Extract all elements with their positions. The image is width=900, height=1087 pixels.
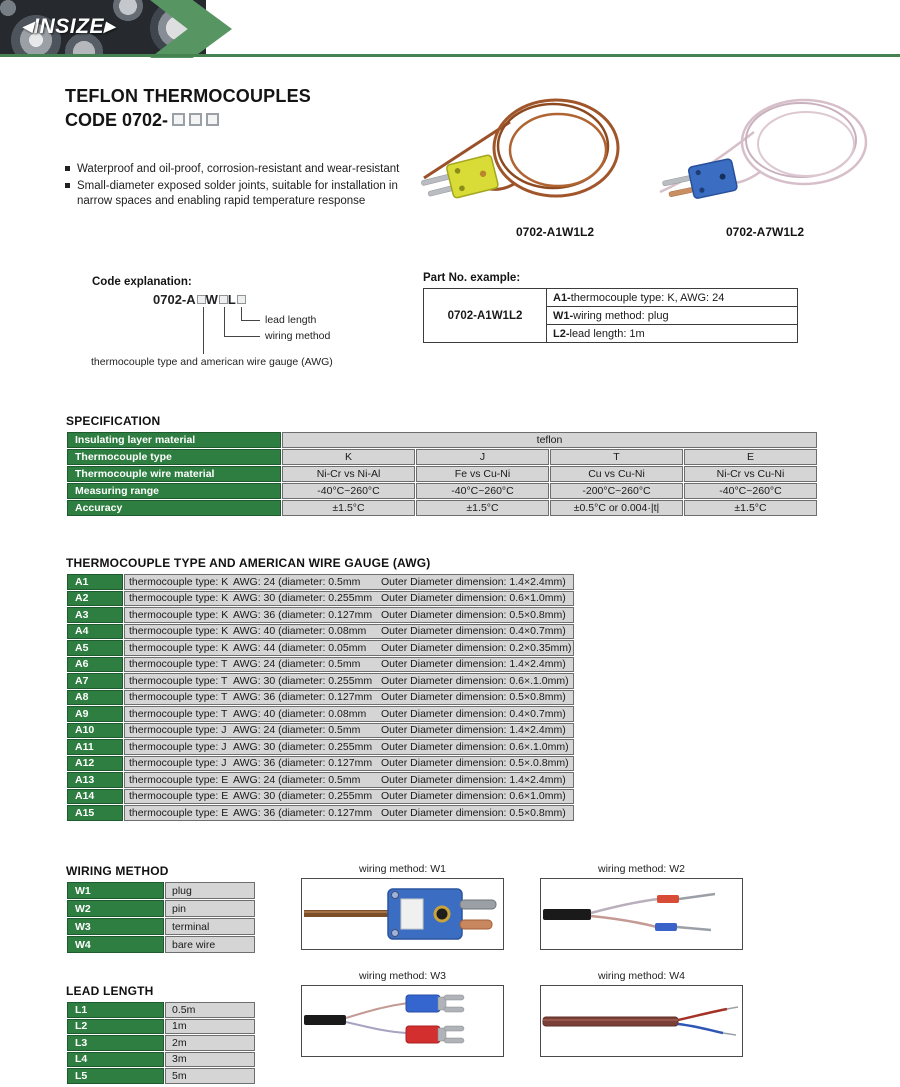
table-row — [67, 1068, 255, 1084]
plug-connector-graphic — [302, 879, 503, 949]
lead-value-cell: 0.5m — [165, 1002, 255, 1018]
awg-desc-cell: thermocouple type: E AWG: 36 (diameter: 0.127mm Outer Diameter dimension: 0.5×0.8mm) — [124, 805, 574, 821]
wiring-value-cell: pin — [165, 900, 255, 917]
wiring-value-cell: bare wire — [165, 936, 255, 953]
coiled-wire-blue-plug-image — [656, 80, 886, 220]
feature-item — [65, 179, 421, 209]
lead-value-cell: 1m — [165, 1019, 255, 1035]
figure-box — [301, 878, 504, 950]
awg-desc-cell: thermocouple type: K AWG: 36 (diameter: 0.127mm Outer Diameter dimension: 0.5×0.8mm) — [124, 607, 574, 623]
spec-cell: T — [550, 449, 683, 465]
wiring-figure-w2 — [540, 863, 743, 950]
placeholder-square — [197, 295, 206, 304]
awg-desc-cell: thermocouple type: T AWG: 36 (diameter: 0.127mm Outer Diameter dimension: 0.5×0.8mm) — [124, 690, 574, 706]
lead-code-cell: L3 — [67, 1035, 164, 1051]
figure-box — [301, 985, 504, 1057]
header-divider — [0, 54, 900, 57]
figure-box — [540, 878, 743, 950]
table-row — [67, 805, 574, 821]
lead-code-cell: L4 — [67, 1052, 164, 1068]
spec-cell: Cu vs Cu-Ni — [550, 466, 683, 482]
specification-section — [66, 414, 818, 517]
spec-cell: K — [282, 449, 415, 465]
code-title: CODE 0702- — [65, 110, 311, 131]
lead-value-cell: 3m — [165, 1052, 255, 1068]
table-row — [67, 466, 817, 482]
spec-cell: Ni-Cr vs Ni-Al — [282, 466, 415, 482]
figure-box — [540, 985, 743, 1057]
fork-terminal-graphic — [302, 986, 503, 1056]
table-row — [67, 756, 574, 772]
table-row — [67, 789, 574, 805]
wiring-value-cell: terminal — [165, 918, 255, 935]
placeholder-square — [206, 113, 219, 126]
spec-cell: ±1.5°C — [416, 500, 549, 516]
lead-value-cell: 5m — [165, 1068, 255, 1084]
awg-desc-cell: thermocouple type: K AWG: 40 (diameter: 0.08mm Outer Diameter dimension: 0.4×0.7mm) — [124, 624, 574, 640]
lead-code-cell: L2 — [67, 1019, 164, 1035]
awg-table — [66, 573, 575, 822]
awg-code-cell: A4 — [67, 624, 123, 640]
bullet-square-icon — [65, 166, 70, 171]
awg-code-cell: A6 — [67, 657, 123, 673]
table-row — [67, 1035, 255, 1051]
specification-table — [66, 431, 818, 517]
feature-item — [65, 162, 421, 177]
callout-line — [203, 307, 205, 354]
part-example-heading: Part No. example: — [423, 272, 521, 284]
table-row — [67, 624, 574, 640]
table-row — [67, 739, 574, 755]
table-row — [67, 918, 255, 935]
product-images — [418, 78, 892, 244]
part-desc-cell: W1-wiring method: plug — [547, 307, 798, 325]
awg-desc-cell: thermocouple type: J AWG: 24 (diameter: 0.5mm Outer Diameter dimension: 1.4×2.4mm) — [124, 723, 574, 739]
placeholder-square — [237, 295, 246, 304]
placeholder-square — [172, 113, 185, 126]
table-row — [67, 500, 817, 516]
wiring-value-cell: plug — [165, 882, 255, 899]
figure-caption: wiring method: W2 — [598, 863, 685, 875]
part-desc-cell: L2-lead length: 1m — [547, 325, 798, 343]
spec-cell: J — [416, 449, 549, 465]
code-explanation-heading: Code explanation: — [92, 276, 192, 288]
left-arrow-icon: ◀ — [22, 18, 34, 34]
table-row — [67, 1052, 255, 1068]
spec-row-label: Accuracy — [67, 500, 281, 516]
spec-cell: -200°C~260°C — [550, 483, 683, 499]
table-row — [67, 657, 574, 673]
specification-heading: SPECIFICATION — [66, 414, 161, 428]
awg-desc-cell: thermocouple type: J AWG: 36 (diameter: 0.127mm Outer Diameter dimension: 0.5×.0.8mm) — [124, 756, 574, 772]
table-row — [67, 574, 574, 590]
part-example-table — [423, 288, 798, 343]
awg-heading: THERMOCOUPLE TYPE AND AMERICAN WIRE GAUGE (AWG) — [66, 556, 431, 570]
table-row — [67, 706, 574, 722]
awg-code-cell: A11 — [67, 739, 123, 755]
right-arrow-icon: ▶ — [103, 18, 116, 34]
page-title: TEFLON THERMOCOUPLES — [65, 86, 311, 106]
table-row — [67, 591, 574, 607]
spec-cell: -40°C~260°C — [684, 483, 817, 499]
awg-desc-cell: thermocouple type: T AWG: 40 (diameter: 0.08mm Outer Diameter dimension: 0.4×0.7mm) — [124, 706, 574, 722]
feature-list — [65, 162, 421, 212]
lead-length-heading: LEAD LENGTH — [66, 984, 154, 998]
pin-terminal-graphic — [541, 879, 742, 949]
awg-code-cell: A8 — [67, 690, 123, 706]
spec-row-label: Insulating layer material — [67, 432, 281, 448]
table-row — [67, 432, 817, 448]
wiring-figure-w1 — [301, 863, 504, 950]
wiring-code-cell: W4 — [67, 936, 164, 953]
callout-label-lead-length: lead length — [265, 314, 317, 326]
plug-connector-yellow — [419, 154, 499, 205]
spec-cell: -40°C~260°C — [416, 483, 549, 499]
table-row — [67, 690, 574, 706]
wiring-code-cell: W2 — [67, 900, 164, 917]
table-row — [67, 900, 255, 917]
callout-line — [224, 307, 260, 337]
spec-cell: teflon — [282, 432, 817, 448]
feature-text: Waterproof and oil-proof, corrosion-resistant and wear-resistant — [77, 163, 400, 175]
part-desc-cell: A1-thermocouple type: K, AWG: 24 — [547, 289, 798, 307]
product-label: 0702-A7W1L2 — [725, 225, 805, 239]
wiring-figure-w4 — [540, 970, 743, 1057]
table-row — [424, 289, 798, 307]
page-title-block — [65, 86, 311, 131]
awg-code-cell: A15 — [67, 805, 123, 821]
awg-code-cell: A9 — [67, 706, 123, 722]
spec-cell: ±1.5°C — [282, 500, 415, 516]
wiring-method-heading: WIRING METHOD — [66, 864, 169, 878]
figure-caption: wiring method: W3 — [359, 970, 446, 982]
lead-code-cell: L5 — [67, 1068, 164, 1084]
figure-caption: wiring method: W1 — [359, 863, 446, 875]
table-row — [67, 936, 255, 953]
product-label: 0702-A1W1L2 — [515, 225, 595, 239]
lead-length-table — [66, 1001, 256, 1085]
table-row — [67, 1002, 255, 1018]
table-row — [67, 673, 574, 689]
callout-label-wiring-method: wiring method — [265, 330, 331, 342]
spec-cell: Ni-Cr vs Cu-Ni — [684, 466, 817, 482]
wiring-method-section — [66, 864, 256, 954]
code-pattern: 0702-A W L — [153, 292, 246, 307]
wiring-code-cell: W3 — [67, 918, 164, 935]
table-row — [67, 640, 574, 656]
awg-desc-cell: thermocouple type: T AWG: 30 (diameter: 0.255mm Outer Diameter dimension: 0.6×.1.0mm) — [124, 673, 574, 689]
spec-cell: E — [684, 449, 817, 465]
table-row — [67, 449, 817, 465]
awg-desc-cell: thermocouple type: K AWG: 24 (diameter: 0.5mm Outer Diameter dimension: 1.4×2.4mm) — [124, 574, 574, 590]
coiled-wire-yellow-plug-image — [418, 80, 643, 220]
spec-cell: Fe vs Cu-Ni — [416, 466, 549, 482]
table-row — [67, 882, 255, 899]
callout-label-thermocouple-type: thermocouple type and american wire gauge (AWG) — [91, 356, 333, 368]
awg-code-cell: A5 — [67, 640, 123, 656]
awg-code-cell: A13 — [67, 772, 123, 788]
table-row — [67, 607, 574, 623]
wiring-code-cell: W1 — [67, 882, 164, 899]
table-row — [67, 723, 574, 739]
table-row — [67, 772, 574, 788]
code-explanation — [65, 276, 435, 376]
spec-row-label: Measuring range — [67, 483, 281, 499]
awg-desc-cell: thermocouple type: E AWG: 24 (diameter: 0.5mm Outer Diameter dimension: 1.4×2.4mm) — [124, 772, 574, 788]
brand-logo — [22, 15, 115, 39]
lead-code-cell: L1 — [67, 1002, 164, 1018]
spec-cell: ±1.5°C — [684, 500, 817, 516]
wiring-method-table — [66, 881, 256, 954]
awg-code-cell: A3 — [67, 607, 123, 623]
awg-code-cell: A10 — [67, 723, 123, 739]
brand-name: INSIZE — [33, 15, 104, 38]
awg-section — [66, 556, 575, 822]
spec-row-label: Thermocouple type — [67, 449, 281, 465]
plug-connector-blue — [661, 158, 738, 204]
placeholder-square — [219, 295, 228, 304]
awg-code-cell: A2 — [67, 591, 123, 607]
lead-length-section — [66, 984, 256, 1085]
awg-code-cell: A14 — [67, 789, 123, 805]
awg-code-cell: A12 — [67, 756, 123, 772]
awg-desc-cell: thermocouple type: T AWG: 24 (diameter: 0.5mm Outer Diameter dimension: 1.4×2.4mm) — [124, 657, 574, 673]
awg-desc-cell: thermocouple type: E AWG: 30 (diameter: 0.255mm Outer Diameter dimension: 0.6×1.0mm) — [124, 789, 574, 805]
wiring-figure-w3 — [301, 970, 504, 1057]
spec-row-label: Thermocouple wire material — [67, 466, 281, 482]
table-row — [67, 1019, 255, 1035]
spec-cell: ±0.5°C or 0.004·|t| — [550, 500, 683, 516]
awg-code-cell: A1 — [67, 574, 123, 590]
placeholder-square — [189, 113, 202, 126]
lead-value-cell: 2m — [165, 1035, 255, 1051]
figure-caption: wiring method: W4 — [598, 970, 685, 982]
awg-desc-cell: thermocouple type: K AWG: 30 (diameter: 0.255mm Outer Diameter dimension: 0.6×1.0mm) — [124, 591, 574, 607]
feature-text: Small-diameter exposed solder joints, suitable for installation in narrow spaces and enabling rapid temperature response — [77, 180, 398, 208]
part-no-cell: 0702-A1W1L2 — [424, 289, 547, 343]
bullet-square-icon — [65, 183, 70, 188]
spec-cell: -40°C~260°C — [282, 483, 415, 499]
awg-desc-cell: thermocouple type: J AWG: 30 (diameter: 0.255mm Outer Diameter dimension: 0.6×.1.0mm) — [124, 739, 574, 755]
awg-code-cell: A7 — [67, 673, 123, 689]
awg-desc-cell: thermocouple type: K AWG: 44 (diameter: 0.05mm Outer Diameter dimension: 0.2×0.35mm) — [124, 640, 574, 656]
table-row — [67, 483, 817, 499]
bare-wire-graphic — [541, 986, 742, 1056]
part-example — [423, 272, 798, 343]
